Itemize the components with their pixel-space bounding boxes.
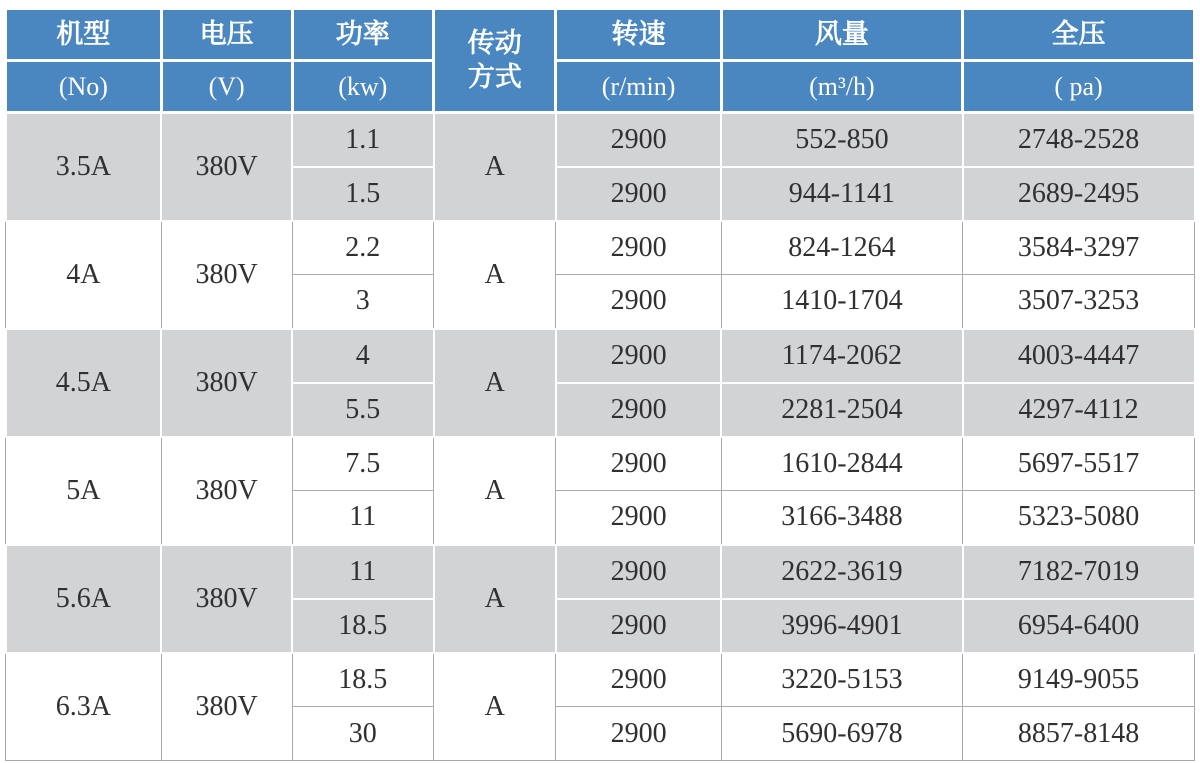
cell-power: 2.2	[292, 221, 433, 275]
cell-airflow: 2281-2504	[721, 383, 962, 437]
header-voltage-unit-text: (V)	[208, 71, 245, 101]
header-drive-cn-line1: 传动	[467, 27, 522, 58]
cell-drive: A	[434, 437, 556, 545]
fan-spec-table	[4, 7, 1196, 761]
cell-pressure: 4297-4112	[963, 383, 1195, 437]
cell-power: 7.5	[292, 437, 433, 491]
table-row	[6, 653, 1195, 707]
cell-model: 5.6A	[6, 545, 162, 653]
cell-airflow: 5690-6978	[721, 707, 962, 761]
cell-drive: A	[434, 221, 556, 329]
cell-pressure: 3584-3297	[963, 221, 1195, 275]
cell-speed: 2900	[556, 599, 721, 653]
cell-speed: 2900	[556, 653, 721, 707]
cell-power: 1.5	[292, 167, 433, 221]
cell-model: 6.3A	[6, 653, 162, 761]
cell-voltage: 380V	[161, 113, 292, 221]
table-row	[6, 113, 1195, 167]
cell-speed: 2900	[556, 707, 721, 761]
cell-airflow: 3220-5153	[721, 653, 962, 707]
header-speed-cn: 转速	[611, 18, 666, 49]
header-drive-cn-line2: 方式	[467, 61, 522, 92]
header-pressure-cn: 全压	[1051, 18, 1106, 49]
cell-speed: 2900	[556, 383, 721, 437]
header-pressure-unit-text: ( pa)	[1054, 71, 1103, 101]
cell-power: 11	[292, 491, 433, 545]
header-row-1	[6, 9, 1195, 61]
cell-model: 3.5A	[6, 113, 162, 221]
header-power-unit	[292, 61, 433, 113]
cell-voltage: 380V	[161, 437, 292, 545]
cell-model: 4A	[6, 221, 162, 329]
cell-pressure: 2748-2528	[963, 113, 1195, 167]
header-airflow-cn: 风量	[814, 18, 869, 49]
cell-model: 5A	[6, 437, 162, 545]
cell-speed: 2900	[556, 221, 721, 275]
cell-pressure: 6954-6400	[963, 599, 1195, 653]
cell-pressure: 2689-2495	[963, 167, 1195, 221]
cell-drive: A	[434, 329, 556, 437]
cell-pressure: 3507-3253	[963, 275, 1195, 329]
table-row	[6, 221, 1195, 275]
header-drive	[434, 9, 556, 113]
header-model-unit	[6, 61, 162, 113]
header-pressure-unit	[963, 61, 1195, 113]
cell-airflow: 3166-3488	[721, 491, 962, 545]
cell-pressure: 8857-8148	[963, 707, 1195, 761]
header-speed	[556, 9, 721, 61]
cell-voltage: 380V	[161, 545, 292, 653]
header-model	[6, 9, 162, 61]
header-voltage	[161, 9, 292, 61]
cell-voltage: 380V	[161, 653, 292, 761]
header-model-unit-text: (No)	[58, 71, 108, 101]
cell-model: 4.5A	[6, 329, 162, 437]
cell-power: 3	[292, 275, 433, 329]
cell-airflow: 944-1141	[721, 167, 962, 221]
cell-speed: 2900	[556, 437, 721, 491]
cell-airflow: 824-1264	[721, 221, 962, 275]
cell-pressure: 5697-5517	[963, 437, 1195, 491]
cell-pressure: 9149-9055	[963, 653, 1195, 707]
header-airflow-unit-text: (m³/h)	[809, 71, 875, 101]
cell-pressure: 5323-5080	[963, 491, 1195, 545]
cell-drive: A	[434, 545, 556, 653]
cell-power: 18.5	[292, 599, 433, 653]
cell-pressure: 4003-4447	[963, 329, 1195, 383]
cell-speed: 2900	[556, 113, 721, 167]
cell-drive: A	[434, 653, 556, 761]
header-power-unit-text: (kw)	[338, 71, 388, 101]
cell-power: 1.1	[292, 113, 433, 167]
table-row	[6, 329, 1195, 383]
cell-power: 11	[292, 545, 433, 599]
header-power	[292, 9, 433, 61]
header-model-cn: 机型	[56, 18, 111, 49]
header-speed-unit-text: (r/min)	[601, 71, 676, 101]
header-airflow-unit	[721, 61, 962, 113]
header-speed-unit	[556, 61, 721, 113]
cell-power: 18.5	[292, 653, 433, 707]
table-row	[6, 545, 1195, 599]
header-voltage-cn: 电压	[199, 18, 254, 49]
table-row	[6, 437, 1195, 491]
cell-speed: 2900	[556, 545, 721, 599]
header-row-2	[6, 61, 1195, 113]
cell-airflow: 2622-3619	[721, 545, 962, 599]
cell-airflow: 3996-4901	[721, 599, 962, 653]
header-airflow	[721, 9, 962, 61]
cell-airflow: 1174-2062	[721, 329, 962, 383]
cell-speed: 2900	[556, 275, 721, 329]
cell-speed: 2900	[556, 329, 721, 383]
header-power-cn: 功率	[335, 18, 390, 49]
cell-power: 30	[292, 707, 433, 761]
header-voltage-unit	[161, 61, 292, 113]
cell-drive: A	[434, 113, 556, 221]
cell-airflow: 552-850	[721, 113, 962, 167]
cell-power: 4	[292, 329, 433, 383]
cell-voltage: 380V	[161, 221, 292, 329]
cell-speed: 2900	[556, 167, 721, 221]
cell-power: 5.5	[292, 383, 433, 437]
cell-speed: 2900	[556, 491, 721, 545]
header-pressure	[963, 9, 1195, 61]
cell-airflow: 1610-2844	[721, 437, 962, 491]
cell-pressure: 7182-7019	[963, 545, 1195, 599]
cell-voltage: 380V	[161, 329, 292, 437]
cell-airflow: 1410-1704	[721, 275, 962, 329]
